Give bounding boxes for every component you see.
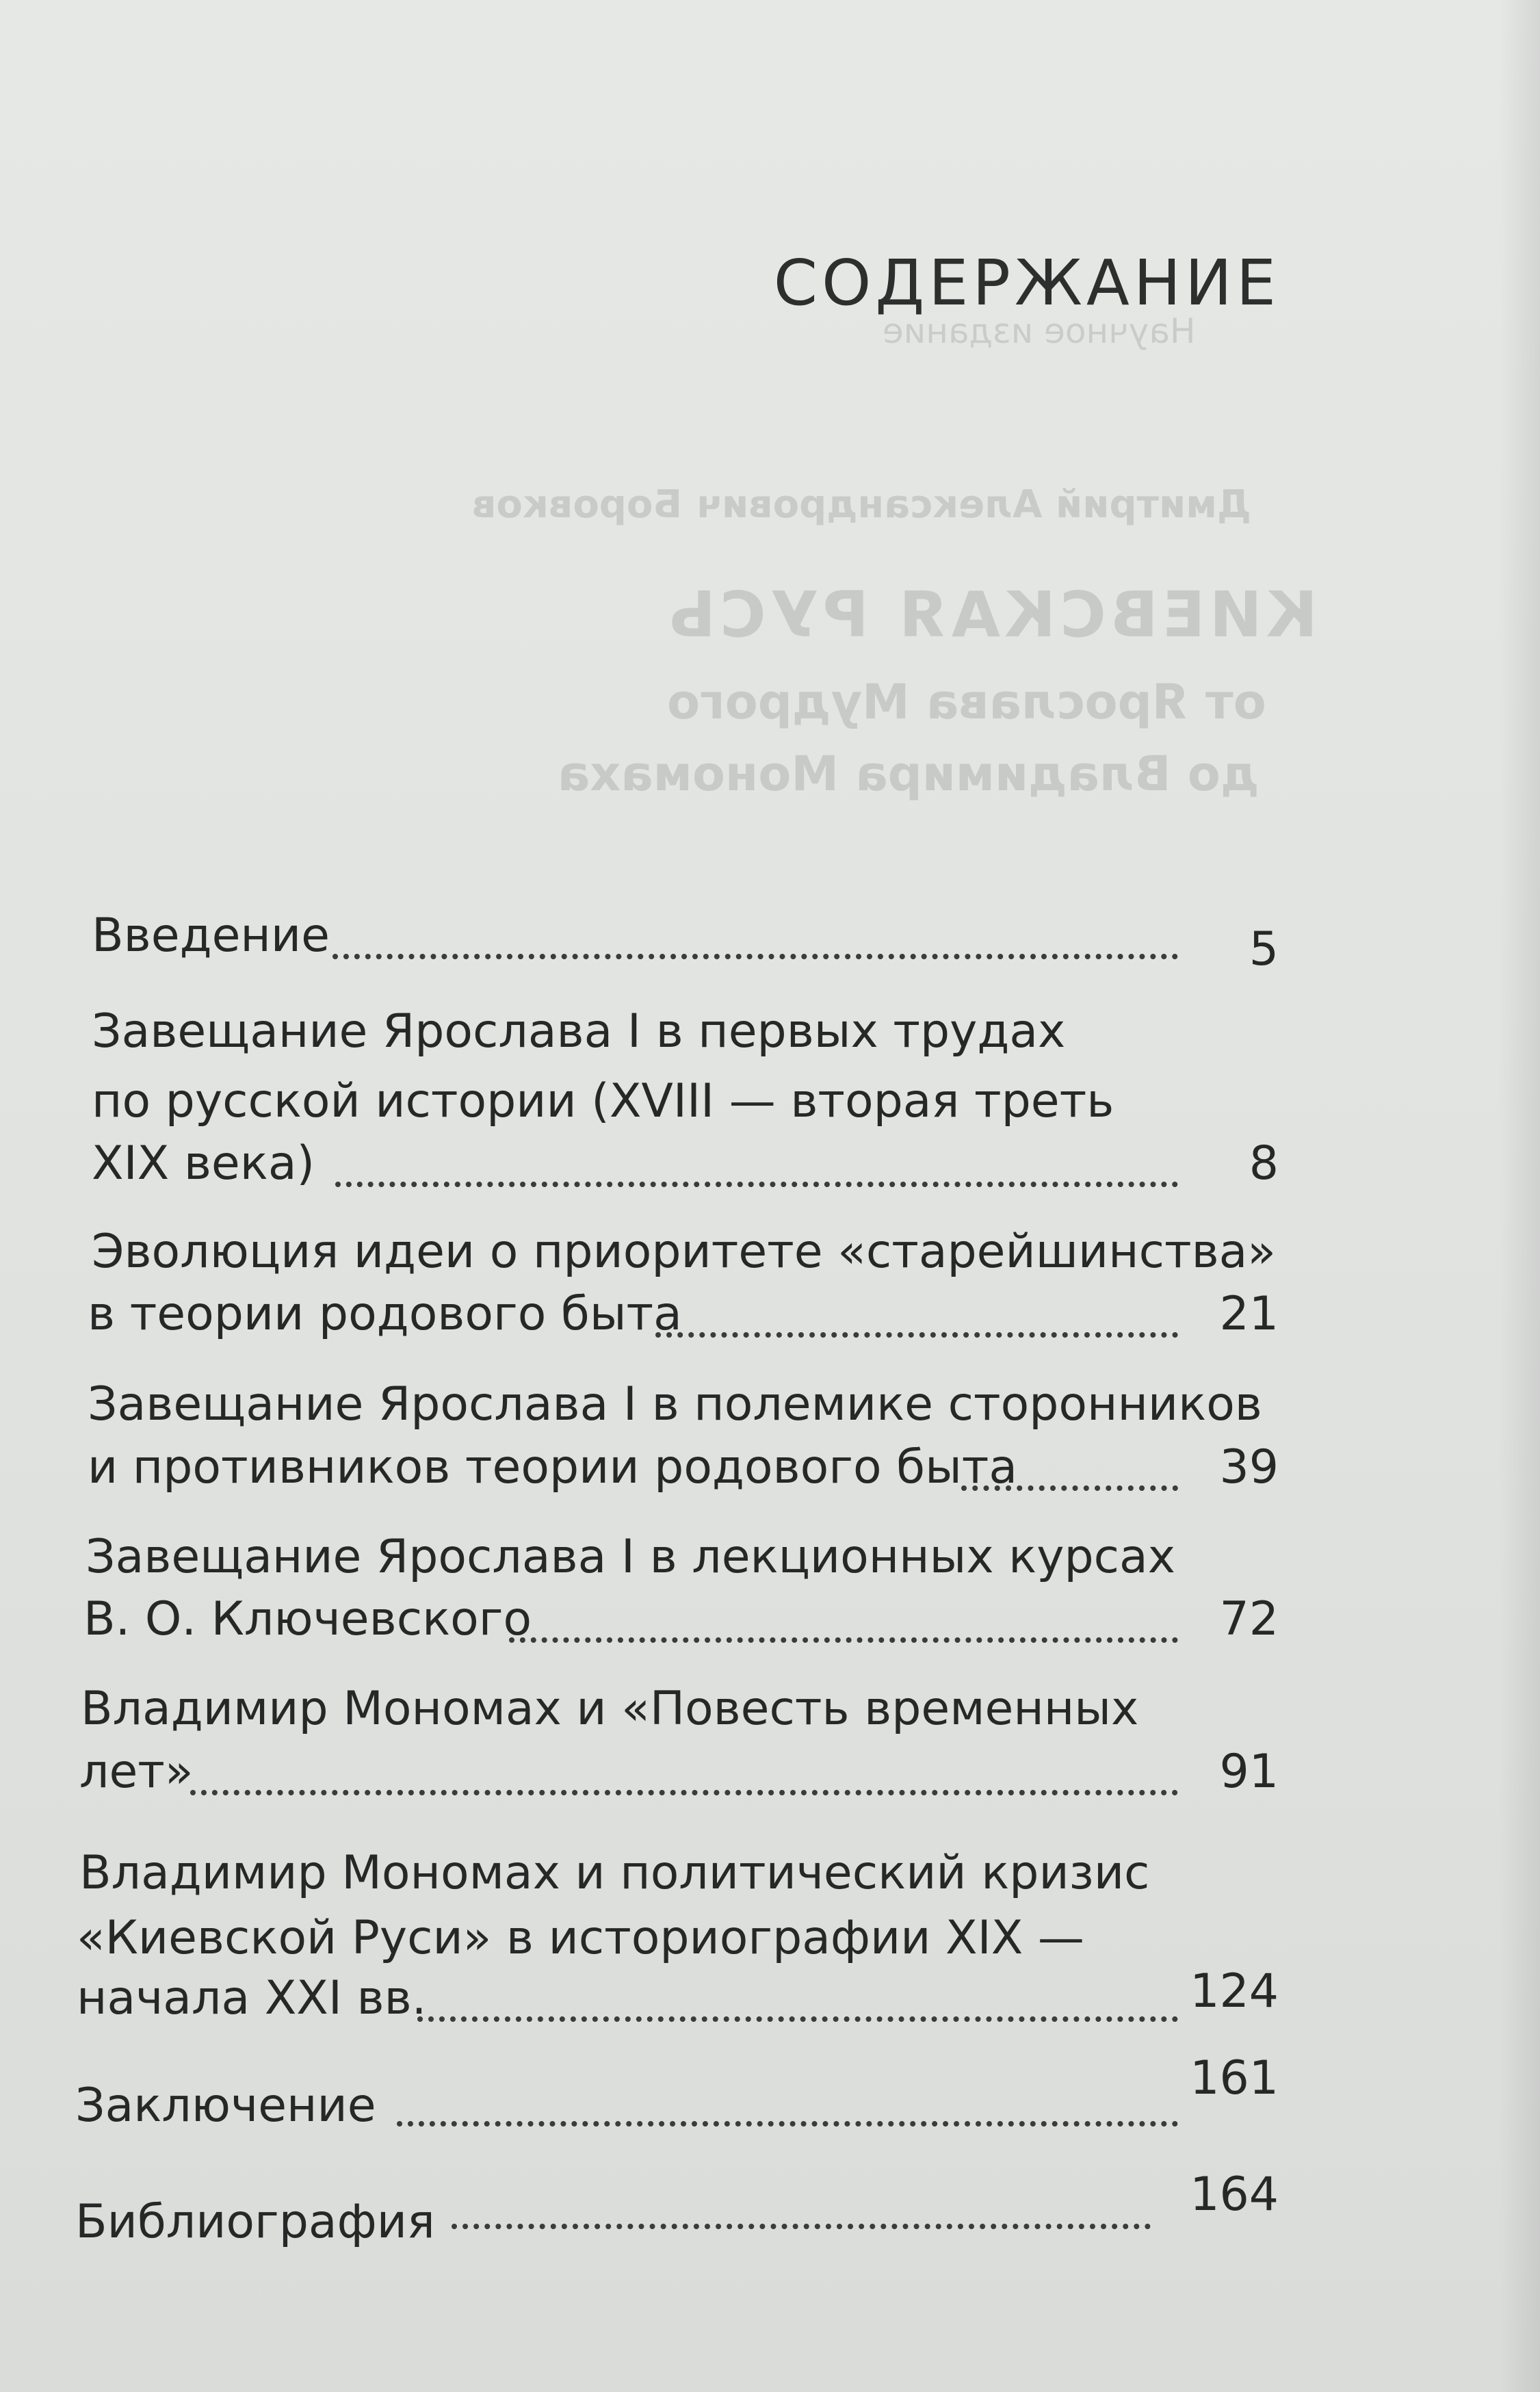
- toc-entry-title: Завещание Ярослава I в полемике сторонников: [88, 1377, 1262, 1431]
- toc-entry-title: Заключение: [75, 2079, 376, 2133]
- toc-entry-title: Завещание Ярослава I в первых трудах: [92, 1004, 1066, 1058]
- dot-leader: [961, 1485, 1178, 1491]
- toc-entry-title: XIX века): [92, 1136, 315, 1191]
- show-through-subtitle-1: от Ярослава Мудрого: [667, 674, 1266, 730]
- toc-entry-title: Библиография: [75, 2195, 435, 2249]
- show-through-series: Научное издание: [883, 311, 1196, 351]
- dot-leader: [335, 1182, 1178, 1187]
- toc-entry-title: начала XXI вв.: [77, 1971, 427, 2025]
- toc-entry-title: В. О. Ключевского: [83, 1592, 532, 1646]
- dot-leader: [509, 1637, 1178, 1643]
- dot-leader: [332, 954, 1178, 959]
- show-through-title: КИЕВСКАЯ РУСЬ: [664, 578, 1318, 651]
- toc-entry-title: Эволюция идеи о приоритете «старейшинства»: [92, 1225, 1276, 1279]
- page-title: СОДЕРЖАНИЕ: [773, 246, 1280, 320]
- toc-entry-page: 91: [1219, 1745, 1279, 1799]
- toc-entry-page: 21: [1219, 1287, 1279, 1341]
- toc-entry-title: Введение: [92, 909, 330, 963]
- toc-entry-page: 72: [1219, 1592, 1279, 1646]
- show-through-subtitle-2: до Владимира Мономаха: [558, 746, 1260, 802]
- dot-leader: [452, 2224, 1151, 2229]
- show-through-author: Дмитрий Александрович Боровков: [472, 482, 1251, 527]
- dot-leader: [397, 2121, 1178, 2127]
- toc-entry-page: 8: [1249, 1136, 1279, 1191]
- dot-leader: [190, 1790, 1178, 1795]
- toc-entry-page: 164: [1190, 2168, 1279, 2222]
- toc-entry-title: в теории родового быта: [88, 1287, 682, 1341]
- dot-leader: [417, 2016, 1178, 2022]
- toc-entry-title: Завещание Ярослава I в лекционных курсах: [86, 1530, 1175, 1584]
- dot-leader: [655, 1332, 1178, 1338]
- toc-entry-page: 39: [1219, 1440, 1279, 1494]
- toc-entry-title: и противников теории родового быта: [88, 1440, 1018, 1494]
- toc-entry-title: лет»: [79, 1745, 194, 1799]
- toc-entry-title: Владимир Мономах и политический кризис: [79, 1846, 1150, 1900]
- toc-entry-page: 161: [1190, 2051, 1279, 2105]
- toc-entry-title: по русской истории (XVIII — вторая треть: [92, 1074, 1114, 1128]
- page-edge-shadow: [1499, 0, 1540, 2392]
- toc-entry-page: 5: [1249, 922, 1279, 976]
- toc-entry-title: Владимир Мономах и «Повесть временных: [81, 1682, 1139, 1736]
- toc-entry-page: 124: [1190, 1964, 1279, 2018]
- toc-entry-title: «Киевской Руси» в историографии XIX —: [77, 1911, 1084, 1965]
